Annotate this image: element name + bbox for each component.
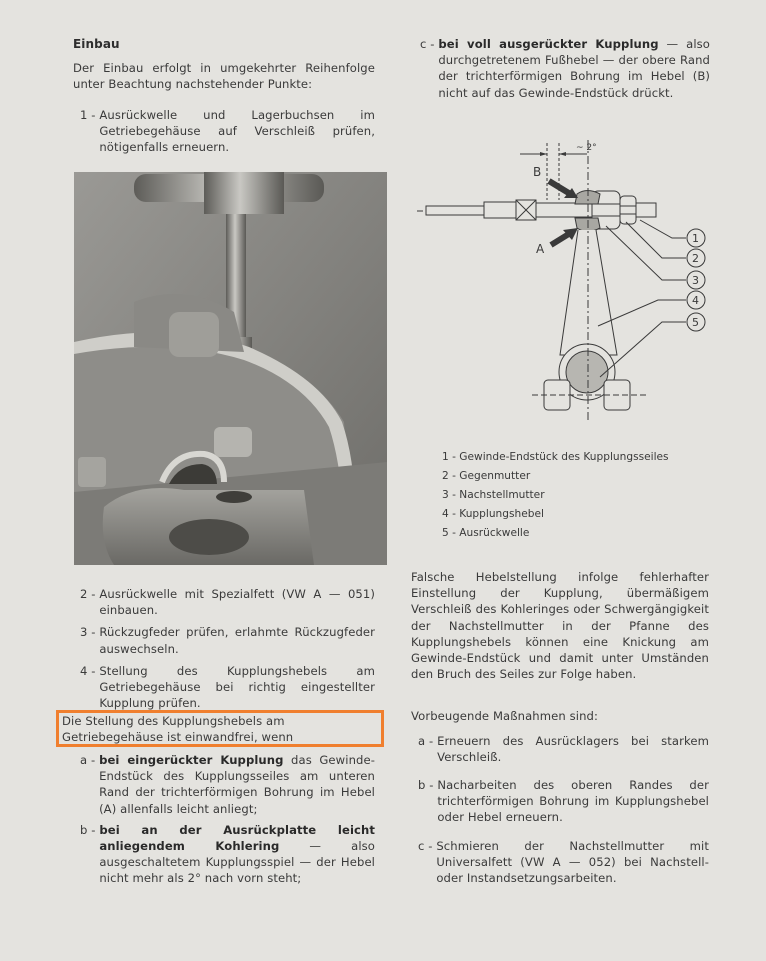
step-text: Ausrückwelle mit Spezialfett (VW A — 051) einbauen. <box>99 587 375 618</box>
right-column-top <box>420 36 710 107</box>
step-4 <box>73 663 375 712</box>
callout-2 <box>687 249 705 267</box>
legend-item: 1 - Gewinde-Endstück des Kupplungsseiles <box>442 451 669 463</box>
condition-a <box>80 752 375 817</box>
photo-illustration <box>74 172 387 565</box>
step-number: 3 - <box>80 625 100 640</box>
left-column-bottom <box>73 586 375 717</box>
svg-text:5: 5 <box>692 316 699 329</box>
step-2 <box>73 586 375 618</box>
preventive-text: Schmieren der Nachstellmutter mit Universalfett (VW A — 052) bei Nachstell- oder Instandsetzungsarbeiten. <box>436 838 709 886</box>
svg-text:3: 3 <box>692 274 699 287</box>
step-text: Rückzugfeder prüfen, erlahmte Rückzugfeder auswechseln. <box>99 625 375 656</box>
condition-rest: — also durchgetretenem Fußhebel — der obere Rand der trichterförmigen Bohrung im Hebel (B) nicht auf das Gewinde-Endstück drückt. <box>438 37 710 100</box>
condition-rest: — also ausgeschaltetem Kupplungsspiel — der Hebel nicht mehr als 2° nach vorn steht; <box>99 839 376 886</box>
label-B: B <box>533 165 542 179</box>
step-text: Stellung des Kupplungshebels am Getriebegehäuse bei richtig eingestellter Kupplung prüfen. <box>99 663 375 711</box>
angle-label: ~ 2° <box>576 143 597 153</box>
step-3 <box>73 624 375 656</box>
preventive-text: Erneuern des Ausrücklagers bei starkem Verschleiß. <box>437 733 709 764</box>
condition-bold: bei an der Ausrückplatte leicht anliegendem Kohlering <box>99 822 375 854</box>
legend-item: 4 - Kupplungshebel <box>442 508 544 520</box>
preventive-letter: b - <box>418 778 438 793</box>
condition-c <box>420 36 710 101</box>
condition-bold: bei eingerückter Kupplung <box>99 753 284 767</box>
release-shaft-section <box>566 351 608 393</box>
section-heading: Einbau <box>73 37 120 51</box>
svg-text:1: 1 <box>692 232 699 245</box>
step-number: 1 - <box>80 107 100 122</box>
condition-letter: c - <box>420 37 439 51</box>
condition-letter: b - <box>80 822 100 837</box>
preventive-a <box>411 733 709 765</box>
callout-3 <box>687 271 705 289</box>
intro-paragraph: Der Einbau erfolgt in umgekehrter Reihenfolge unter Beachtung nachstehender Punkte: <box>73 61 375 92</box>
diagram-legend <box>442 448 669 543</box>
step-1 <box>73 107 375 156</box>
label-A: A <box>536 242 545 256</box>
preventive-heading: Vorbeugende Maßnahmen sind: <box>411 709 598 724</box>
arrow-B <box>533 165 578 198</box>
step-text: Ausrückwelle und Lagerbuchsen im Getriebegehäuse auf Verschleiß prüfen, nötigenfalls erneuern. <box>99 107 375 155</box>
legend-item: 3 - Nachstellmutter <box>442 489 545 501</box>
preventive-letter: c - <box>418 838 437 853</box>
svg-text:2: 2 <box>692 252 699 265</box>
condition-text <box>99 752 375 817</box>
callout-5 <box>687 313 705 331</box>
condition-letter: a - <box>80 753 100 767</box>
preventive-letter: a - <box>418 733 438 748</box>
conditions-list <box>80 752 375 893</box>
highlighted-sentence-block <box>62 713 380 745</box>
highlighted-sentence: Die Stellung des Kupplungshebels am Getriebegehäuse ist einwandfrei, wenn <box>62 714 294 745</box>
right-column-bottom <box>411 569 709 892</box>
condition-text <box>99 822 375 887</box>
left-column-top <box>73 36 375 161</box>
condition-rest: das Gewinde-Endstück des Kupplungsseiles am unteren Rand der trichterförmigen Bohrung im Hebel (A) allenfalls leicht anliegt; <box>99 753 375 816</box>
preventive-b <box>411 777 709 826</box>
step-number: 4 - <box>80 663 100 678</box>
preventive-text: Nacharbeiten des oberen Randes der trichterförmigen Bohrung im Kupplungshebel oder Hebel erneuern. <box>437 778 709 825</box>
condition-text <box>438 36 710 101</box>
svg-text:4: 4 <box>692 294 699 307</box>
arrow-A <box>536 228 578 256</box>
legend-item: 5 - Ausrückwelle <box>442 527 530 539</box>
step-number: 2 - <box>80 587 100 601</box>
condition-bold: bei voll ausgerückter Kupplung <box>438 37 659 51</box>
clutch-lever-diagram <box>412 140 722 420</box>
condition-b <box>80 822 375 887</box>
callout-1 <box>687 229 705 247</box>
preventive-c <box>411 838 709 887</box>
transmission-housing-photo <box>74 172 387 565</box>
callout-4 <box>687 291 705 309</box>
legend-item: 2 - Gegenmutter <box>442 470 531 482</box>
warning-paragraph: Falsche Hebelstellung infolge fehlerhafter Einstellung der Kupplung, übermäßigem Verschleiß des Kohleringes oder Schwergängigkeit der Nachstellmutter in der Pfanne des Kupplungshebels können eine Knickung am Gewinde-Endstück und damit unter Umständen den Bruch des Seiles zur Folge haben. <box>411 570 709 682</box>
